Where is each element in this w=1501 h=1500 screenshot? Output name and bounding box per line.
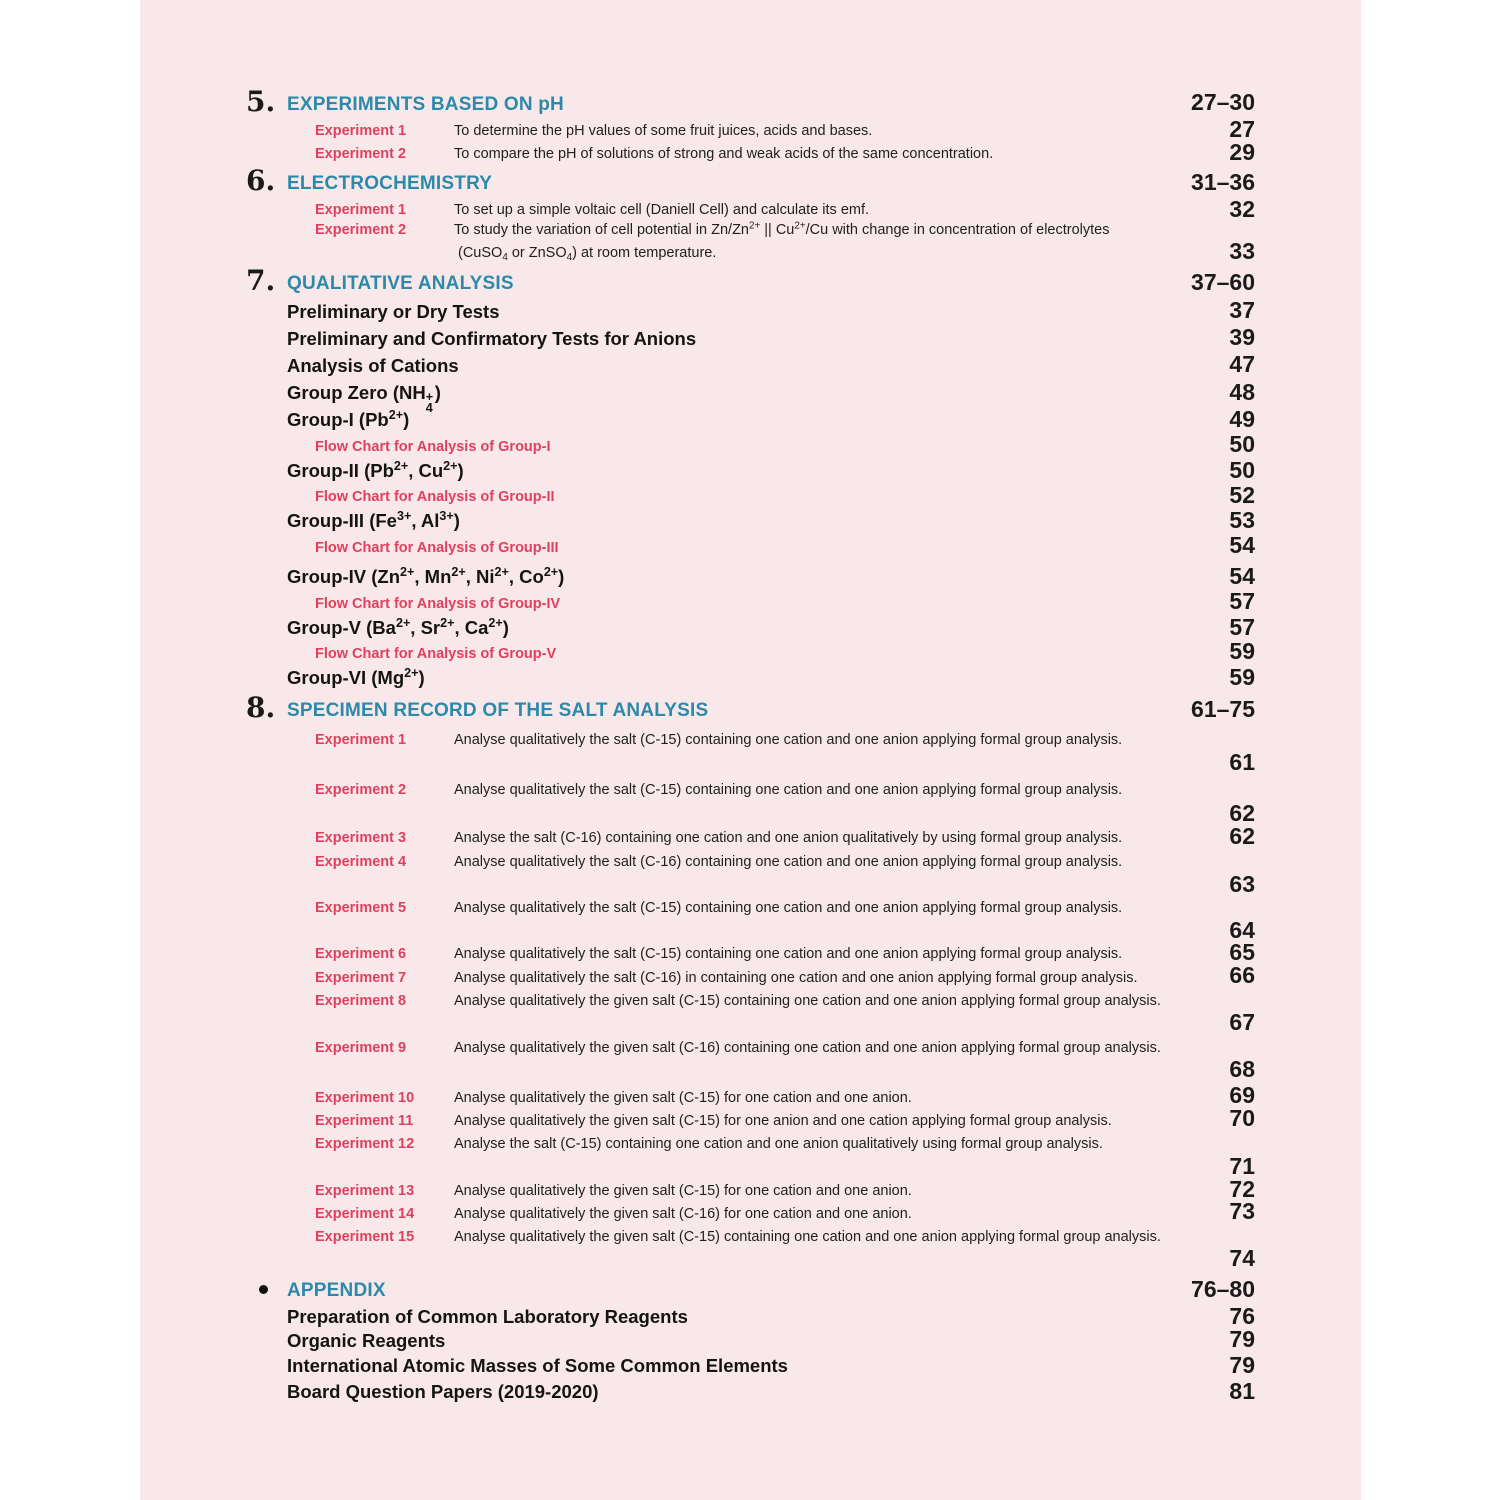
toc-item-page: 49 [1229, 406, 1255, 432]
section-page-range: 37–60 [1191, 269, 1255, 295]
toc-item-page: 48 [1229, 379, 1255, 405]
experiment-page: 29 [1229, 139, 1255, 165]
appendix-item-page: 81 [1229, 1378, 1255, 1404]
toc-item-group-i[interactable]: Group-I $(Pb^{2+})$ [287, 408, 410, 430]
appendix-item-page: 79 [1229, 1352, 1255, 1378]
experiment-text[interactable]: Analyse qualitatively the given salt (C-15) for one cation and one anion. [454, 1183, 912, 1199]
experiment-page: 32 [1229, 196, 1255, 222]
toc-item-page: 54 [1229, 532, 1255, 558]
experiment-text[interactable]: Analyse qualitatively the given salt (C-15) for one cation and one anion. [454, 1090, 912, 1106]
flow-chart-item[interactable]: Flow Chart for Analysis of Group-IV [315, 596, 561, 612]
toc-item-group-v[interactable]: Group-V ($Ba^{2+}$, $Sr^{2+}$, $Ca^{2+}$) [287, 616, 509, 638]
experiment-label: Experiment 3 [315, 830, 407, 846]
toc-item-page: 50 [1229, 457, 1255, 483]
experiment-label: Experiment 9 [315, 1040, 407, 1056]
section-page-range: 31–36 [1191, 169, 1255, 195]
experiment-page: 70 [1229, 1105, 1255, 1131]
toc-item-page: 57 [1229, 588, 1255, 614]
toc-item-page: 37 [1229, 297, 1255, 323]
experiment-page: 67 [1229, 1009, 1255, 1035]
experiment-text[interactable]: Analyse qualitatively the salt (C-15) containing one cation and one anion applying formal group analysis. [454, 900, 1123, 916]
appendix-item-page: 79 [1229, 1326, 1255, 1352]
experiment-page: 65 [1229, 939, 1255, 965]
toc-item[interactable]: Preliminary and Confirmatory Tests for Anions [287, 328, 697, 349]
experiment-page: 66 [1229, 962, 1255, 988]
toc-item-group-zero[interactable]: Group Zero (NH + ) [287, 382, 441, 404]
toc-item-page: 59 [1229, 664, 1255, 690]
experiment-page: 62 [1229, 800, 1255, 826]
experiment-page: 64 [1229, 917, 1255, 943]
experiment-label: Experiment 12 [315, 1136, 415, 1152]
section-title[interactable]: SPECIMEN RECORD OF THE SALT ANALYSIS [287, 700, 709, 721]
experiment-text[interactable]: Analyse qualitatively the given salt (C-15) for one anion and one cation applying formal group analysis. [454, 1113, 1112, 1129]
appendix-item[interactable]: Board Question Papers (2019-2020) [287, 1381, 599, 1402]
experiment-page: 74 [1229, 1245, 1255, 1271]
flow-chart-item[interactable]: Flow Chart for Analysis of Group-II [315, 489, 555, 505]
experiment-label: Experiment 2 [315, 222, 407, 238]
experiment-text-continued[interactable]: (CuSO$_4$ or ZnSO$_4$) at room temperature. [458, 245, 717, 263]
experiment-text[interactable]: Analyse qualitatively the given salt (C-16) containing one cation and one anion applying formal group analysis. [454, 1040, 1161, 1056]
experiment-label: Experiment 10 [315, 1090, 415, 1106]
experiment-label: Experiment 2 [315, 146, 407, 162]
toc-item-page: 54 [1229, 563, 1255, 589]
experiment-label: Experiment 13 [315, 1183, 415, 1199]
toc-item-page: 59 [1229, 638, 1255, 664]
experiment-label: Experiment 14 [315, 1206, 415, 1222]
experiment-label: Experiment 15 [315, 1229, 415, 1245]
toc-item-page: 47 [1229, 351, 1255, 377]
flow-chart-item[interactable]: Flow Chart for Analysis of Group-V [315, 646, 557, 662]
experiment-page: 27 [1229, 116, 1255, 142]
experiment-text[interactable]: Analyse qualitatively the given salt (C-15) containing one cation and one anion applying formal group analysis. [454, 993, 1161, 1009]
experiment-text[interactable]: To determine the pH values of some fruit juices, acids and bases. [454, 123, 873, 139]
appendix-item[interactable]: International Atomic Masses of Some Common Elements [287, 1355, 788, 1376]
experiment-text[interactable]: To set up a simple voltaic cell (Daniell Cell) and calculate its emf. [454, 202, 870, 218]
toc-item-group-iv[interactable]: Group-IV ($Zn^{2+}$, $Mn^{2+}$, $Ni^{2+}$, $Co^{2+}$) [287, 565, 565, 587]
flow-chart-item[interactable]: Flow Chart for Analysis of Group-I [315, 439, 551, 455]
experiment-label: Experiment 1 [315, 123, 407, 139]
toc-item-page: 53 [1229, 507, 1255, 533]
experiment-label: Experiment 2 [315, 782, 407, 798]
appendix-title[interactable]: APPENDIX [287, 1280, 386, 1301]
toc-item-page: 39 [1229, 324, 1255, 350]
experiment-page: 69 [1229, 1082, 1255, 1108]
experiment-label: Experiment 4 [315, 854, 407, 870]
experiment-text[interactable]: To compare the pH of solutions of strong and weak acids of the same concentration. [454, 146, 994, 162]
experiment-page: 72 [1229, 1176, 1255, 1202]
experiment-page: 62 [1229, 823, 1255, 849]
experiment-text[interactable]: Analyse the salt (C-15) containing one cation and one anion qualitatively using formal group analysis. [454, 1136, 1103, 1152]
experiment-text[interactable]: Analyse the salt (C-16) containing one cation and one anion qualitatively by using formal group analysis. [454, 830, 1123, 846]
section-number: 6. [246, 164, 276, 197]
experiment-text[interactable]: Analyse qualitatively the salt (C-16) in containing one cation and one anion applying formal group analysis. [454, 970, 1138, 986]
toc-item-group-ii[interactable]: Group-II ($Pb^{2+}$, $Cu^{2+}$) [287, 459, 464, 481]
section-title[interactable]: QUALITATIVE ANALYSIS [287, 273, 514, 294]
experiment-label: Experiment 1 [315, 202, 407, 218]
flow-chart-item[interactable]: Flow Chart for Analysis of Group-III [315, 540, 559, 556]
experiment-page: 71 [1229, 1153, 1255, 1179]
experiment-page: 68 [1229, 1056, 1255, 1082]
experiment-text[interactable]: Analyse qualitatively the salt (C-15) containing one cation and one anion applying formal group analysis. [454, 732, 1123, 748]
experiment-text[interactable]: Analyse qualitatively the salt (C-15) containing one cation and one anion applying formal group analysis. [454, 782, 1123, 798]
toc-item-page: 50 [1229, 431, 1255, 457]
experiment-label: Experiment 1 [315, 732, 407, 748]
experiment-page: 63 [1229, 871, 1255, 897]
appendix-page-range: 76–80 [1191, 1276, 1255, 1302]
toc-item-page: 52 [1229, 482, 1255, 508]
section-title[interactable]: ELECTROCHEMISTRY [287, 173, 493, 194]
experiment-label: Experiment 11 [315, 1113, 414, 1129]
appendix-item[interactable]: Preparation of Common Laboratory Reagents [287, 1306, 688, 1327]
experiment-label: Experiment 8 [315, 993, 407, 1009]
toc-item[interactable]: Preliminary or Dry Tests [287, 301, 500, 322]
experiment-text[interactable]: To study the variation of cell potential in $Zn/Zn^{2+}$ || $Cu^{2+}/Cu$ with change in concentration of electrolytes [454, 220, 1110, 238]
experiment-page: 33 [1229, 238, 1255, 264]
experiment-text[interactable]: Analyse qualitatively the given salt (C-16) for one cation and one anion. [454, 1206, 912, 1222]
experiment-page: 73 [1229, 1198, 1255, 1224]
section-number: 8. [246, 691, 276, 724]
section-number: 5. [246, 85, 276, 118]
experiment-text[interactable]: Analyse qualitatively the given salt (C-15) containing one cation and one anion applying formal group analysis. [454, 1229, 1161, 1245]
toc-item-page: 57 [1229, 614, 1255, 640]
section-page-range: 61–75 [1191, 696, 1255, 722]
bullet-icon [259, 1285, 268, 1294]
toc-item-group-iii[interactable]: Group-III ($Fe^{3+}$, $Al^{3+}$) [287, 509, 460, 531]
appendix-item[interactable]: Organic Reagents [287, 1330, 446, 1351]
experiment-label: Experiment 6 [315, 946, 407, 962]
section-title[interactable]: EXPERIMENTS BASED ON pH [287, 94, 564, 115]
experiment-text[interactable]: Analyse qualitatively the salt (C-16) containing one cation and one anion applying formal group analysis. [454, 854, 1123, 870]
toc-item-group-vi[interactable]: Group-VI $(Mg^{2+})$ [287, 666, 425, 688]
experiment-label: Experiment 7 [315, 970, 407, 986]
section-number: 7. [246, 264, 276, 297]
appendix-item-page: 76 [1229, 1303, 1255, 1329]
experiment-label: Experiment 5 [315, 900, 407, 916]
toc-item[interactable]: Analysis of Cations [287, 355, 459, 376]
experiment-text[interactable]: Analyse qualitatively the salt (C-15) containing one cation and one anion applying formal group analysis. [454, 946, 1123, 962]
experiment-page: 61 [1229, 749, 1255, 775]
section-page-range: 27–30 [1191, 89, 1255, 115]
